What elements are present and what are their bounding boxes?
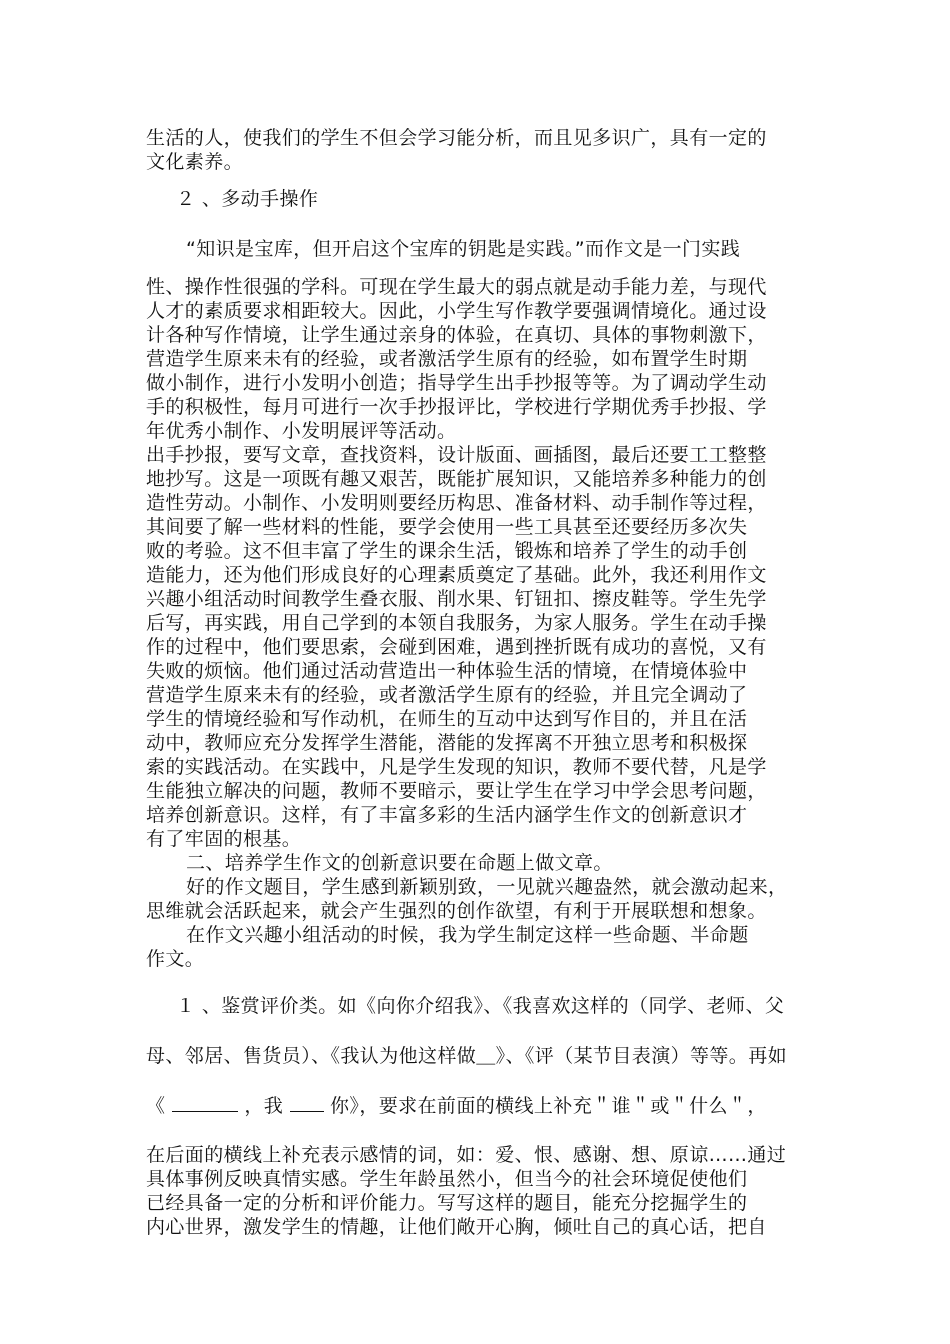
text-line: 造性劳动。小制作、小发明则要经历构思、准备材料、动手制作等过程， xyxy=(146,492,767,514)
text-line: 造能力，还为他们形成良好的心理素质奠定了基础。此外，我还利用作文 xyxy=(146,564,767,586)
text-line: 兴趣小组活动时间教学生叠衣服、削水果、钉钮扣、擦皮鞋等。学生先学 xyxy=(146,588,767,610)
section-heading: 二、培养学生作文的创新意识要在命题上做文章。 xyxy=(186,852,613,874)
text-line: “知识是宝库，但开启这个宝库的钥匙是实践。”而作文是一门实践 xyxy=(186,238,741,260)
text-line: 好的作文题目，学生感到新颖别致，一见就兴趣盎然，就会激动起来， xyxy=(186,876,788,898)
text-line: 失败的烦恼。他们通过活动营造出一种体验生活的情境，在情境体验中 xyxy=(146,660,748,682)
text-line: 作文。 xyxy=(146,948,205,970)
text-line: 其间要了解一些材料的性能，要学会使用一些工具甚至还要经历多次失 xyxy=(146,516,748,538)
text-line: 学生的情境经验和写作动机，在师生的互动中达到写作目的，并且在活 xyxy=(146,708,748,730)
text-line: 母、邻居、售货员）、《我认为他这样做＿》、《评（某节目表演）等等。再如 xyxy=(146,1045,788,1067)
text-line: 思维就会活跃起来，就会产生强烈的创作欲望，有利于开展联想和想象。 xyxy=(146,900,767,922)
text-line: 内心世界，激发学生的情趣，让他们敞开心胸，倾吐自己的真心话，把自 xyxy=(146,1216,767,1238)
text-line: 在作文兴趣小组活动的时候，我为学生制定这样一些命题、半命题 xyxy=(186,924,749,946)
text-line: 人才的素质要求相距较大。因此，小学生写作教学要强调情境化。通过设 xyxy=(146,300,767,322)
text-line: 培养创新意识。这样，有了丰富多彩的生活内涵学生作文的创新意识才 xyxy=(146,804,748,826)
text-line: 动中，教师应充分发挥学生潜能，潜能的发挥离不开独立思考和积极探 xyxy=(146,732,748,754)
text-line: 已经具备一定的分析和评价能力。写写这样的题目，能充分挖掘学生的 xyxy=(146,1192,748,1214)
text-line: 营造学生原来未有的经验，或者激活学生原有的经验，并且完全调动了 xyxy=(146,684,748,706)
blank-line-after: 你》，要求在前面的横线上补充＂谁＂或＂什么＂， xyxy=(330,1095,767,1117)
text-line: 索的实践活动。在实践中，凡是学生发现的知识，教师不要代替，凡是学 xyxy=(146,756,767,778)
text-line: 出手抄报，要写文章，查找资料，设计版面、画插图，最后还要工工整整 xyxy=(146,444,767,466)
blank-line-open: 《 xyxy=(146,1095,166,1117)
text-line: 计各种写作情境，让学生通过亲身的体验，在真切、具体的事物刺激下， xyxy=(146,324,767,346)
text-line: 性、操作性很强的学科。可现在学生最大的弱点就是动手能力差，与现代 xyxy=(146,276,767,298)
blank-line-mid: ，我 xyxy=(244,1095,284,1117)
text-line: 文化素养。 xyxy=(146,151,244,173)
section-heading: ２ 、多动手操作 xyxy=(176,188,319,210)
fill-in-blank-line xyxy=(146,1093,767,1118)
text-line: 在后面的横线上补充表示感情的词，如：爱、恨、感谢、想、原谅……通过 xyxy=(146,1144,787,1166)
text-line: 年优秀小制作、小发明展评等活动。 xyxy=(146,420,457,442)
text-line: 有了牢固的根基。 xyxy=(146,828,302,850)
text-line: 作的过程中，他们要思索，会碰到困难，遇到挫折既有成功的喜悦，又有 xyxy=(146,636,767,658)
text-line: 营造学生原来未有的经验，或者激活学生原有的经验，如布置学生时期 xyxy=(146,348,748,370)
text-line: 具体事例反映真情实感。学生年龄虽然小，但当今的社会环境促使他们 xyxy=(146,1168,748,1190)
text-line: 地抄写。这是一项既有趣又艰苦，既能扩展知识，又能培养多种能力的创 xyxy=(146,468,767,490)
text-line: 败的考验。这不但丰富了学生的课余生活，锻炼和培养了学生的动手创 xyxy=(146,540,748,562)
text-line: １ 、鉴赏评价类。如《向你介绍我》、《我喜欢这样的（同学、老师、父 xyxy=(176,995,785,1017)
text-line: 生能独立解决的问题，教师不要暗示，要让学生在学习中学会思考问题， xyxy=(146,780,767,802)
text-line: 生活的人，使我们的学生不但会学习能分析，而且见多识广，具有一定的 xyxy=(146,127,767,149)
text-line: 后写，再实践，用自己学到的本领自我服务，为家人服务。学生在动手操 xyxy=(146,612,767,634)
text-line: 手的积极性，每月可进行一次手抄报评比，学校进行学期优秀手抄报、学 xyxy=(146,396,767,418)
blank-underline xyxy=(172,1093,238,1112)
blank-underline xyxy=(290,1093,324,1112)
text-line: 做小制作，进行小发明小创造；指导学生出手抄报等等。为了调动学生动 xyxy=(146,372,767,394)
